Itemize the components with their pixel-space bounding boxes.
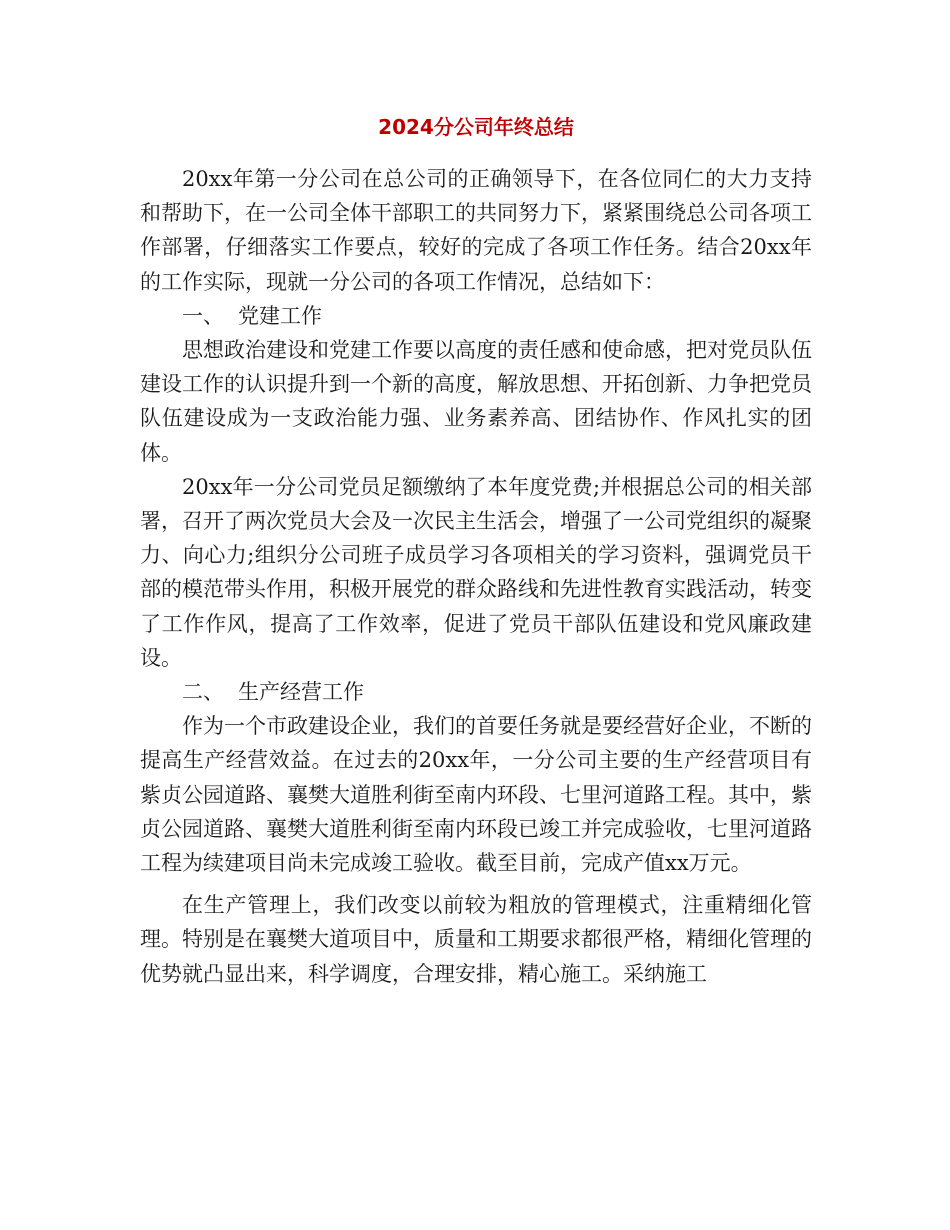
section-heading-text: 生产经营工作: [238, 680, 364, 705]
document-page: [140, 108, 812, 991]
section-heading-party-building: [140, 299, 812, 333]
section-number: 二、: [182, 680, 224, 705]
section-heading-text: 党建工作: [238, 303, 322, 328]
production-paragraph-2: 在生产管理上，我们改变以前较为粗放的管理模式，注重精细化管理。特别是在襄樊大道项目中，质量和工期要求都很严格，精细化管理的优势就凸显出来，科学调度，合理安排，精心施工。采纳施工: [140, 893, 812, 986]
intro-paragraph: 20xx年第一分公司在总公司的正确领导下，在各位同仁的大力支持和帮助下，在一公司全体干部职工的共同努力下，紧紧围绕总公司各项工作部署，仔细落实工作要点，较好的完成了各项工作任务。结合20xx年的工作实际，现就一分公司的各项工作情况，总结如下：: [140, 167, 812, 294]
production-paragraph-1: 作为一个市政建设企业，我们的首要任务就是要经营好企业，不断的提高生产经营效益。在过去的20xx年，一分公司主要的生产经营项目有紫贞公园道路、襄樊大道胜利街至南内环段、七里河道路工程。其中，紫贞公园道路、襄樊大道胜利街至南内环段已竣工并完成验收，七里河道路工程为续建项目尚未完成竣工验收。截至目前，完成产值xx万元。: [140, 714, 812, 876]
paragraph-spacer: [140, 880, 812, 888]
party-building-paragraph-1: 思想政治建设和党建工作要以高度的责任感和使命感，把对党员队伍建设工作的认识提升到一个新的高度，解放思想、开拓创新、力争把党员队伍建设成为一支政治能力强、业务素养高、团结协作、作风扎实的团体。: [140, 338, 812, 465]
party-building-paragraph-2: 20xx年一分公司党员足额缴纳了本年度党费;并根据总公司的相关部署，召开了两次党员大会及一次民主生活会，增强了一公司党组织的凝聚力、向心力;组织分公司班子成员学习各项相关的学习资料，强调党员干部的模范带头作用，积极开展党的群众路线和先进性教育实践活动，转变了工作作风，提高了工作效率，促进了党员干部队伍建设和党风廉政建设。: [140, 474, 812, 670]
section-heading-production: [140, 675, 812, 709]
section-number: 一、: [182, 303, 224, 328]
document-title: 2024分公司年终总结: [378, 115, 574, 139]
